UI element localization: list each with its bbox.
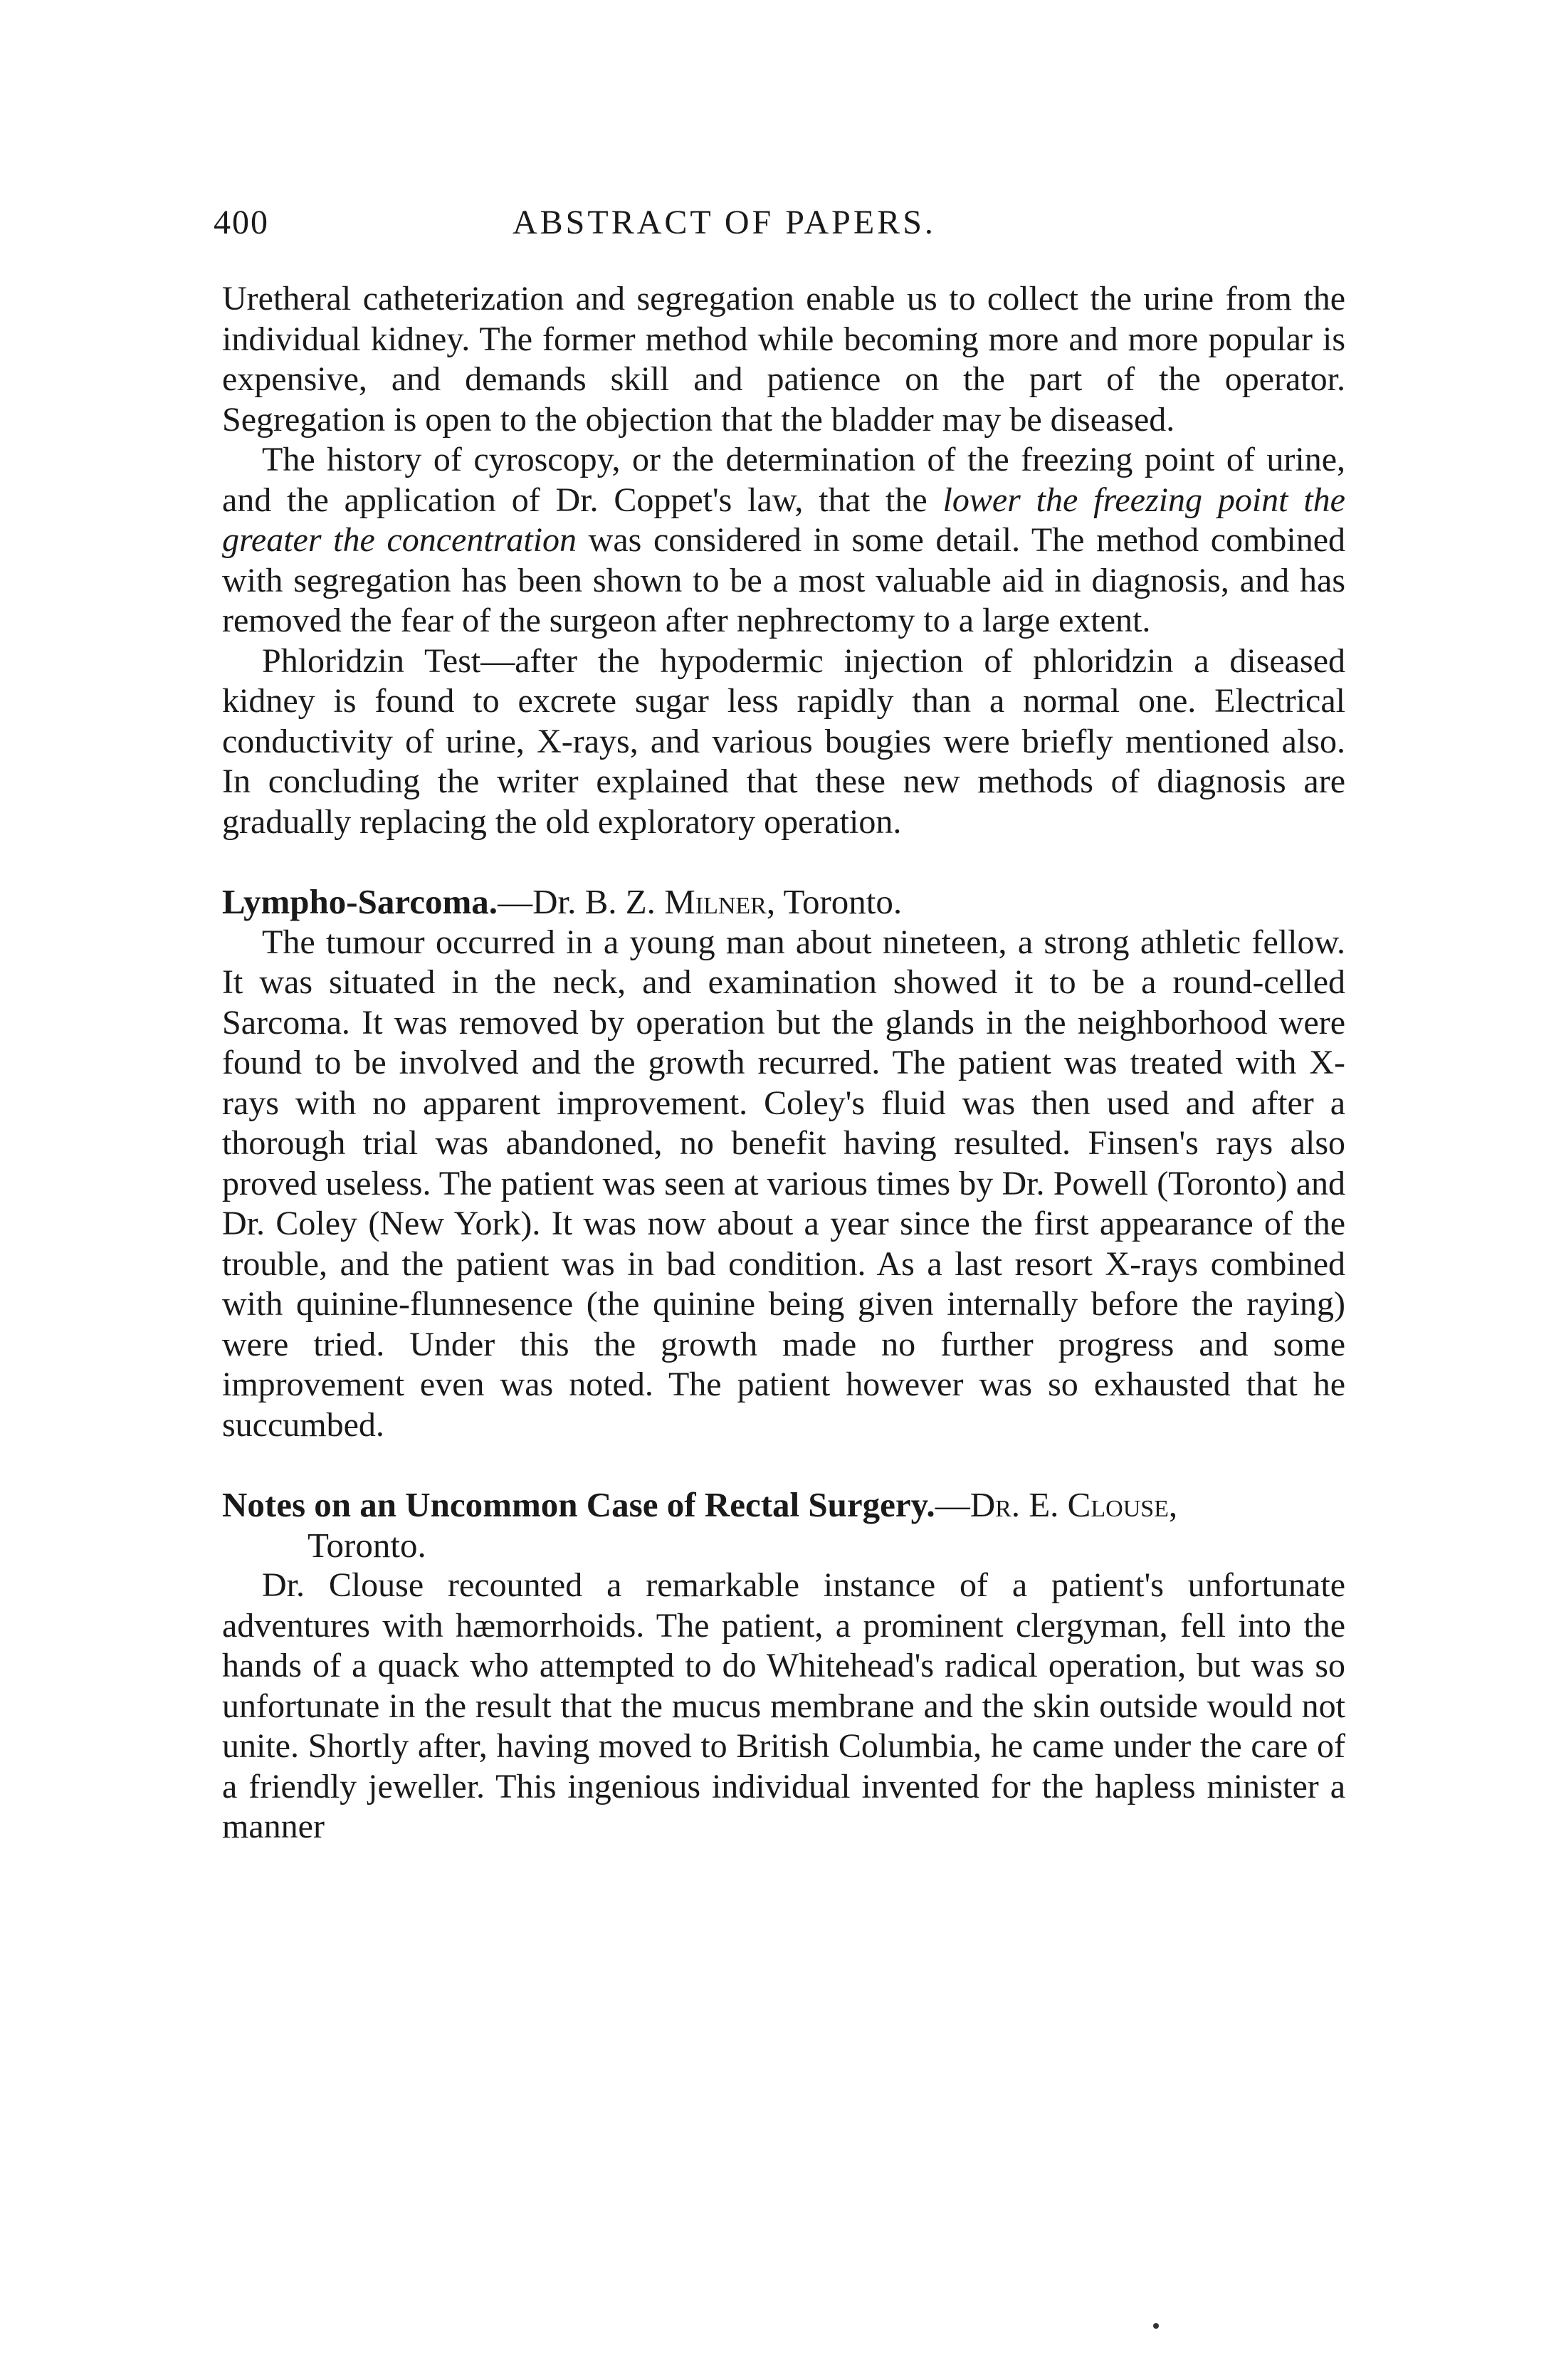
paragraph-lympho-sarcoma: The tumour occurred in a young man about nineteen, a strong athletic fellow. It was situated in the neck, and examination showed it to be a round-celled Sarcoma. It was removed by operation but the glands in the neighborhood were found to be involved and the growth recurred. The patient was treated with X-rays with no apparent improvement. Coley's fluid was then used and after a thorough trial was abandoned, no benefit having resulted. Finsen's rays also proved useless. The patient was seen at various times by Dr. Powell (Toronto) and Dr. Coley (New York). It was now about a year since the first appearance of the trouble, and the patient was in bad condition. As a last resort X-rays combined with quinine-flunnesence (the quinine being given internally before the raying) were tried. Under this the growth made no further progress and some improvement even was noted. The patient however was so exhausted that he succumbed. — [222, 923, 1345, 1444]
cyroscopy-text-end: was considered in some detail. The method combined with segregation has been shown to be a most valuable aid in diagnosis, and has removed the fear of the surgeon after nephrectomy to a large extent. — [222, 521, 1345, 639]
section-heading-lympho-sarcoma — [222, 882, 1345, 923]
lympho-sarcoma-location: , Toronto. — [766, 882, 903, 921]
rectal-surgery-title: Notes on an Uncommon Case of Rectal Surgery. — [222, 1485, 935, 1524]
section-heading-rectal-surgery — [222, 1485, 1345, 1566]
cyroscopy-italic-law: lower the freezing point the greater the concentration — [222, 481, 1345, 559]
paragraph-cyroscopy — [222, 440, 1345, 641]
paragraph-rectal-surgery: Dr. Clouse recounted a remarkable instance of a patient's unfortunate adventures with hæmorrhoids. The patient, a prominent clergyman, fell into the hands of a quack who attempted to do Whitehead's radical operation, but was so unfortunate in the result that the mucus membrane and the skin outside would not unite. Shortly after, having moved to British Columbia, he came under the care of a friendly jeweller. This ingenious individual invented for the hapless minister a manner — [222, 1566, 1345, 1845]
rectal-surgery-location: Toronto. — [308, 1525, 426, 1565]
lympho-sarcoma-author-name: Milner — [664, 882, 767, 921]
page-number: 400 — [214, 204, 269, 241]
running-title: ABSTRACT OF PAPERS. — [513, 204, 936, 241]
cyroscopy-text-start: The history of cyroscopy, or the determination of the freezing point of urine, and the application of Dr. Coppet's law, that the — [222, 441, 1345, 519]
paragraph-catheterization: Uretheral catheterization and segregation enable us to collect the urine from the individual kidney. The former method while becoming more and more popular is expensive, and demands skill and patience on the part of the operator. Segregation is open to the objection that the bladder may be diseased. — [222, 280, 1345, 439]
rectal-surgery-author: —Dr. E. Clouse, — [935, 1485, 1178, 1524]
stray-ink-dot — [1153, 2323, 1159, 2329]
lympho-sarcoma-title: Lympho-Sarcoma. — [222, 882, 498, 921]
paragraph-phloridzin: Phloridzin Test—after the hypodermic injection of phloridzin a diseased kidney is found to excrete sugar less rapidly than a normal one. Electrical conductivity of urine, X-rays, and various bougies were briefly mentioned also. In concluding the writer explained that these new methods of diagnosis are gradually replacing the old exploratory operation. — [222, 641, 1345, 841]
lympho-sarcoma-author-prefix: —Dr. B. Z. — [498, 882, 665, 921]
body-text — [222, 279, 1345, 1847]
running-head — [214, 203, 1345, 253]
